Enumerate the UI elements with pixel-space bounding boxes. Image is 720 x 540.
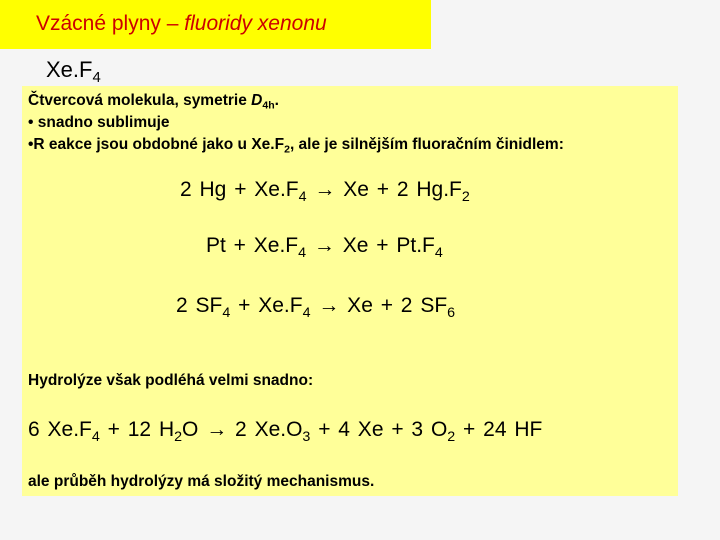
intro-line-3-sub: 2	[284, 143, 290, 156]
hyd-part-4: + 4 Xe + 3 O	[310, 418, 448, 441]
intro-line-1-end: .	[274, 92, 279, 109]
compound-heading	[46, 57, 101, 87]
title-subtitle: fluoridy xenonu	[184, 12, 327, 35]
hyd-part-1: 6 Xe.F	[28, 418, 92, 441]
hydrolysis-note: Hydrolýze však podléhá velmi snadno:	[28, 372, 314, 389]
eq3-part-b: + Xe.F	[230, 294, 303, 317]
intro-line-1-text: Čtvercová molekula, symetrie	[28, 92, 252, 109]
intro-line-3-a: •R eakce jsou obdobné jako u Xe.F	[28, 136, 285, 153]
title-banner	[0, 0, 431, 49]
eq2-part-b: → Xe + Pt.F	[306, 234, 435, 257]
intro-text	[28, 90, 564, 156]
eq3-sub-c: 6	[447, 304, 456, 321]
intro-line-2: • snadno sublimuje	[28, 114, 170, 131]
symmetry-subscript: 4h	[262, 99, 275, 112]
eq1-sub-a: 4	[298, 188, 307, 205]
hyd-sub-1: 4	[91, 428, 100, 445]
eq1-sub-b: 2	[461, 188, 470, 205]
hyd-sub-3: 3	[302, 428, 311, 445]
hyd-part-3: O → 2 Xe.O	[182, 418, 303, 441]
title-main: Vzácné plyny	[36, 12, 161, 35]
compound-formula: Xe.F	[46, 57, 93, 82]
eq2-part-a: Pt + Xe.F	[206, 234, 299, 257]
eq2-sub-a: 4	[298, 244, 307, 261]
hyd-sub-4: 2	[447, 428, 456, 445]
equation-1	[180, 178, 470, 205]
equation-2	[206, 234, 443, 261]
hyd-part-5: + 24 HF	[455, 418, 543, 441]
closing-note: ale průběh hydrolýzy má složitý mechanismus.	[28, 473, 375, 490]
compound-subscript: 4	[92, 69, 101, 87]
eq3-part-c: → Xe + 2 SF	[310, 294, 448, 317]
eq3-sub-a: 4	[222, 304, 231, 321]
intro-line-3	[28, 134, 564, 156]
eq2-sub-b: 4	[434, 244, 443, 261]
eq1-part-a: 2 Hg + Xe.F	[180, 178, 299, 201]
title-dash: –	[160, 12, 185, 35]
eq3-sub-b: 4	[302, 304, 311, 321]
hyd-sub-2: 2	[174, 428, 183, 445]
eq1-part-b: → Xe + 2 Hg.F	[306, 178, 462, 201]
eq3-part-a: 2 SF	[176, 294, 223, 317]
intro-line-1	[28, 90, 564, 112]
intro-line-3-b: , ale je silnějším fluoračním činidlem:	[289, 136, 564, 153]
equation-3	[176, 294, 456, 321]
content-panel	[22, 86, 678, 496]
hydrolysis-equation	[28, 418, 543, 445]
symmetry-symbol: D	[251, 92, 263, 109]
slide-title	[36, 12, 327, 36]
hyd-part-2: + 12 H	[99, 418, 175, 441]
